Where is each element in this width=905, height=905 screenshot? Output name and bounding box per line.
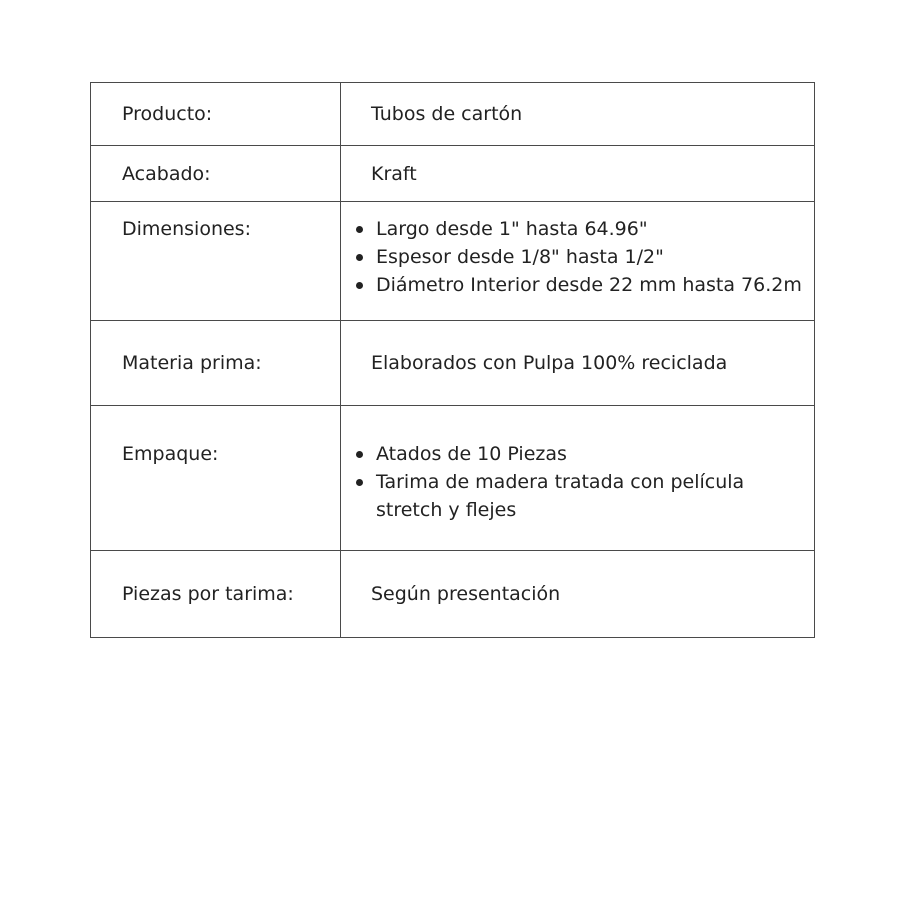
list-item: Atados de 10 Piezas: [376, 440, 754, 468]
row-acabado: [91, 146, 815, 202]
row-dimensiones: [91, 202, 815, 321]
row-value: Tubos de cartón: [341, 83, 815, 146]
row-producto: [91, 83, 815, 146]
row-label: Materia prima:: [91, 321, 341, 406]
row-piezas-por-tarima: [91, 551, 815, 638]
row-label: Piezas por tarima:: [91, 551, 341, 638]
spec-table: [90, 82, 815, 638]
row-value: Kraft: [341, 146, 815, 202]
row-label: Producto:: [91, 83, 341, 146]
list-item: Tarima de madera tratada con película stretch y flejes: [376, 468, 754, 524]
row-label: Acabado:: [91, 146, 341, 202]
packaging-list: [341, 440, 804, 524]
row-materia-prima: [91, 321, 815, 406]
list-item: Espesor desde 1/8" hasta 1/2": [376, 243, 804, 271]
row-value-list: [341, 406, 815, 551]
row-empaque: [91, 406, 815, 551]
row-value-list: [341, 202, 815, 321]
row-value: Elaborados con Pulpa 100% reciclada: [341, 321, 815, 406]
row-label: Empaque:: [91, 406, 341, 551]
row-value: Según presentación: [341, 551, 815, 638]
list-item: Diámetro Interior desde 22 mm hasta 76.2m: [376, 271, 804, 299]
dimensions-list: [341, 215, 804, 299]
row-label: Dimensiones:: [91, 202, 341, 321]
list-item: Largo desde 1" hasta 64.96": [376, 215, 804, 243]
